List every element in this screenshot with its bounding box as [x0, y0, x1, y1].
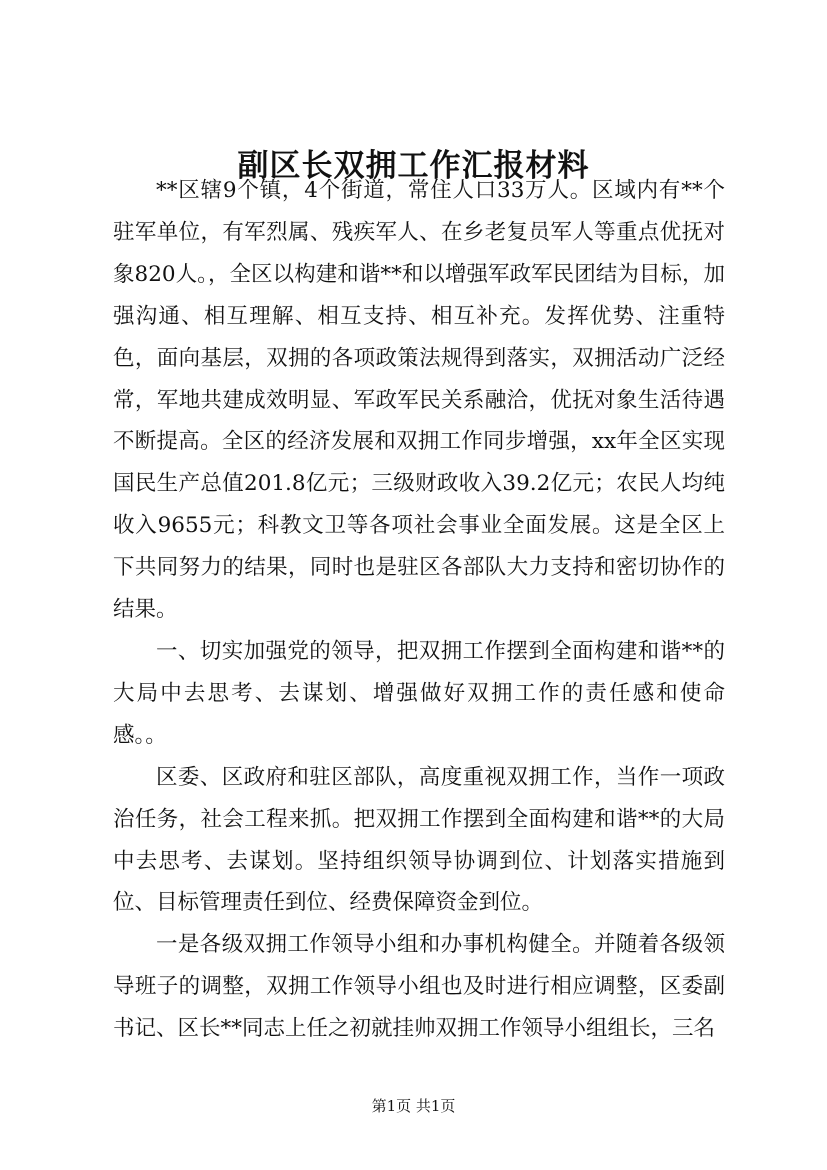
- paragraph-section-heading: 一、切实加强党的领导，把双拥工作摆到全面构建和谐**的大局中去思考、去谋划、增强做好双拥工作的责任感和使命感。。: [113, 638, 725, 748]
- document-title: 副区长双拥工作汇报材料: [237, 148, 590, 184]
- paragraph-first-point: 一是各级双拥工作领导小组和办事机构健全。并随着各级领导班子的调整，双拥工作领导小组也及时进行相应调整，区委副书记、区长**同志上任之初就挂帅双拥工作领导小组组长，三名: [113, 932, 725, 1042]
- document-body: [113, 170, 725, 1050]
- paragraph-intro: **区辖9个镇，4个街道，常住人口33万人。区域内有**个驻军单位，有军烈属、残疾军人、在乡老复员军人等重点优抚对象820人。，全区以构建和谐**和以增强军政军民团结为目标，加强沟通、相互理解、相互支持、相互补充。发挥优势、注重特色，面向基层，双拥的各项政策法规得到落实，双拥活动广泛经常，军地共建成效明显、军政军民关系融洽，优抚对象生活待遇不断提高。全区的经济发展和双拥工作同步增强，xx年全区实现国民生产总值201.8亿元；三级财政收入39.2亿元；农民人均纯收入9655元；科教文卫等各项社会事业全面发展。这是全区上下共同努力的结果，同时也是驻区各部队大力支持和密切协作的结果。: [113, 178, 725, 623]
- page-number-footer: 第1页 共1页: [371, 1097, 456, 1115]
- paragraph-leadership: 区委、区政府和驻区部队，高度重视双拥工作，当作一项政治任务，社会工程来抓。把双拥工作摆到全面构建和谐**的大局中去思考、去谋划。坚持组织领导协调到位、计划落实措施到位、目标管理责任到位、经费保障资金到位。: [113, 764, 725, 916]
